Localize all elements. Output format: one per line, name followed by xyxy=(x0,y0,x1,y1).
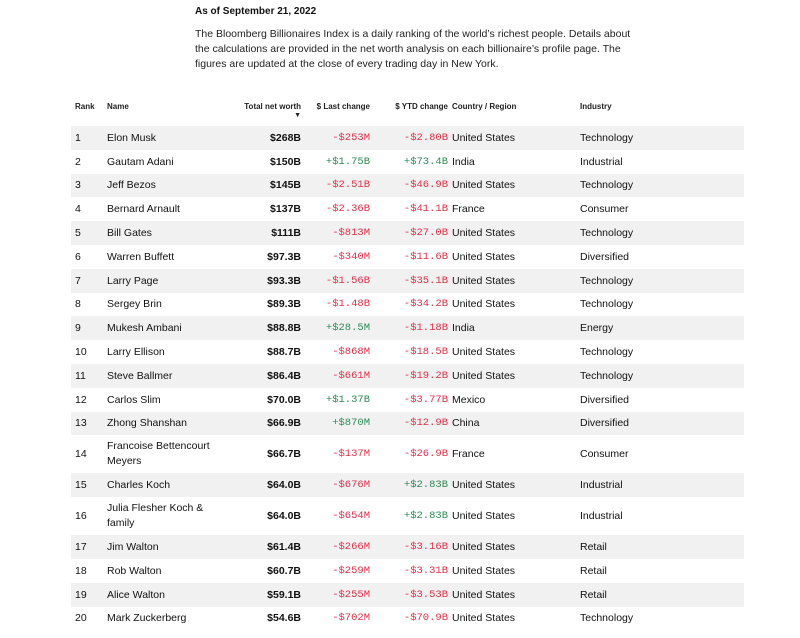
net-worth-cell: $145B xyxy=(230,174,305,198)
table-row[interactable] xyxy=(71,340,744,364)
country-cell: United States xyxy=(452,298,516,311)
table-row[interactable] xyxy=(71,126,744,150)
industry-cell: Technology xyxy=(580,364,744,388)
table-row[interactable] xyxy=(71,607,744,631)
country-cell: France xyxy=(452,448,485,461)
industry-cell: Consumer xyxy=(580,203,629,216)
rank-cell: 10 xyxy=(75,346,87,359)
ytd-change-cell: -$3.53B xyxy=(374,583,452,607)
rank-cell: 16 xyxy=(75,510,87,523)
industry-cell: Industrial xyxy=(580,155,623,168)
net-worth-cell: $60.7B xyxy=(267,564,301,577)
country-cell: France xyxy=(452,203,485,216)
ytd-change-cell: -$1.18B xyxy=(374,316,452,340)
table-row[interactable] xyxy=(71,316,744,340)
ytd-change-cell: -$12.9B xyxy=(374,412,452,436)
index-description: The Bloomberg Billionaires Index is a daily ranking of the world’s richest people. Details about the calculations are provided in the net worth analysis on each billionaire’s profile page. The figures are updated at the close of every trading day in New York. xyxy=(195,28,631,70)
column-header-net-worth[interactable] xyxy=(230,102,305,126)
name-cell[interactable]: Sergey Brin xyxy=(107,298,162,311)
table-row[interactable] xyxy=(71,174,744,198)
industry-cell: Diversified xyxy=(580,412,744,436)
industry-cell: Retail xyxy=(580,564,607,577)
country-cell: India xyxy=(452,316,580,340)
net-worth-cell: $70.0B xyxy=(267,393,301,406)
ytd-change-cell: +$2.83B xyxy=(403,510,448,523)
rank-cell: 8 xyxy=(75,298,81,311)
net-worth-cell: $268B xyxy=(230,126,305,150)
name-cell[interactable]: Steve Ballmer xyxy=(107,364,230,388)
table-row[interactable] xyxy=(71,364,744,388)
name-cell[interactable]: Larry Ellison xyxy=(107,346,165,359)
net-worth-cell: $61.4B xyxy=(230,535,305,559)
industry-cell: Industrial xyxy=(580,473,744,497)
last-change-cell: -$253M xyxy=(305,126,374,150)
column-header-last-change[interactable]: $ Last change xyxy=(316,102,370,111)
last-change-cell: +$870M xyxy=(305,412,374,436)
industry-cell: Technology xyxy=(580,174,744,198)
industry-cell: Technology xyxy=(580,126,744,150)
page-header xyxy=(195,0,635,72)
rank-cell: 17 xyxy=(71,535,107,559)
ytd-change-cell: -$70.9B xyxy=(403,612,448,625)
net-worth-cell: $66.9B xyxy=(230,412,305,436)
last-change-cell: -$868M xyxy=(332,346,370,359)
net-worth-cell: $66.7B xyxy=(267,448,301,461)
net-worth-cell: $111B xyxy=(230,221,305,245)
ytd-change-cell: -$18.5B xyxy=(403,346,448,359)
rank-cell: 1 xyxy=(71,126,107,150)
ytd-change-cell: -$34.2B xyxy=(403,298,448,311)
name-cell[interactable]: Julia Flesher Koch & family xyxy=(107,502,204,530)
country-cell: United States xyxy=(452,269,580,293)
name-cell[interactable]: Jim Walton xyxy=(107,535,230,559)
net-worth-cell: $89.3B xyxy=(267,298,301,311)
column-header-net-worth-label: Total net worth xyxy=(244,102,301,111)
last-change-cell: -$676M xyxy=(305,473,374,497)
table-row[interactable] xyxy=(71,559,744,583)
industry-cell: Industrial xyxy=(580,510,623,523)
ytd-change-cell: +$73.4B xyxy=(403,155,448,168)
last-change-cell: -$137M xyxy=(332,448,370,461)
name-cell[interactable]: Alice Walton xyxy=(107,583,230,607)
column-header-industry[interactable]: Industry xyxy=(580,102,612,111)
country-cell: United States xyxy=(452,346,516,359)
net-worth-cell: $150B xyxy=(270,155,301,168)
ytd-change-cell: -$35.1B xyxy=(374,269,452,293)
name-cell[interactable]: Bernard Arnault xyxy=(107,203,180,216)
net-worth-cell: $54.6B xyxy=(267,612,301,625)
rank-cell: 19 xyxy=(71,583,107,607)
ytd-change-cell: +$2.83B xyxy=(374,473,452,497)
ytd-change-cell: -$41.1B xyxy=(403,203,448,216)
rank-cell: 18 xyxy=(75,564,87,577)
industry-cell: Retail xyxy=(580,535,744,559)
table-row[interactable] xyxy=(71,583,744,607)
country-cell: United States xyxy=(452,583,580,607)
name-cell[interactable]: Larry Page xyxy=(107,269,230,293)
table-row[interactable] xyxy=(71,150,744,174)
country-cell: China xyxy=(452,412,580,436)
name-cell[interactable]: Mark Zuckerberg xyxy=(107,612,187,625)
country-cell: United States xyxy=(452,535,580,559)
last-change-cell: -$266M xyxy=(305,535,374,559)
net-worth-cell: $88.7B xyxy=(267,346,301,359)
rank-cell: 12 xyxy=(75,393,87,406)
net-worth-cell: $86.4B xyxy=(230,364,305,388)
rank-cell: 3 xyxy=(71,174,107,198)
ytd-change-cell: -$26.9B xyxy=(403,448,448,461)
ytd-change-cell: -$2.80B xyxy=(374,126,452,150)
name-cell[interactable]: Carlos Slim xyxy=(107,393,161,406)
column-header-ytd-change[interactable]: $ YTD change xyxy=(395,102,448,111)
industry-cell: Diversified xyxy=(580,393,630,406)
last-change-cell: +$1.37B xyxy=(325,393,370,406)
name-cell[interactable]: Charles Koch xyxy=(107,473,230,497)
net-worth-cell: $88.8B xyxy=(230,316,305,340)
net-worth-cell: $59.1B xyxy=(230,583,305,607)
name-cell[interactable]: Bill Gates xyxy=(107,221,230,245)
table-row[interactable] xyxy=(71,473,744,497)
country-cell: United States xyxy=(452,473,580,497)
last-change-cell: -$702M xyxy=(332,612,370,625)
last-change-cell: -$1.48B xyxy=(325,298,370,311)
country-cell: India xyxy=(452,155,475,168)
ytd-change-cell: -$3.77B xyxy=(403,393,448,406)
industry-cell: Retail xyxy=(580,583,744,607)
country-cell: United States xyxy=(452,174,580,198)
last-change-cell: -$259M xyxy=(332,564,370,577)
net-worth-cell: $93.3B xyxy=(230,269,305,293)
rank-cell: 9 xyxy=(71,316,107,340)
table-row[interactable] xyxy=(71,435,744,473)
last-change-cell: -$813M xyxy=(305,221,374,245)
country-cell: United States xyxy=(452,221,580,245)
last-change-cell: -$255M xyxy=(305,583,374,607)
country-cell: United States xyxy=(452,126,580,150)
country-cell: United States xyxy=(452,250,516,263)
last-change-cell: -$654M xyxy=(332,510,370,523)
name-cell[interactable]: Gautam Adani xyxy=(107,155,174,168)
ytd-change-cell: -$46.9B xyxy=(374,174,452,198)
name-cell[interactable]: Zhong Shanshan xyxy=(107,412,230,436)
ytd-change-cell: -$19.2B xyxy=(374,364,452,388)
table-row[interactable] xyxy=(71,535,744,559)
name-cell[interactable]: Elon Musk xyxy=(107,126,230,150)
rank-cell: 7 xyxy=(71,269,107,293)
billionaires-table xyxy=(71,102,744,630)
table-row[interactable] xyxy=(71,497,744,535)
industry-cell: Technology xyxy=(580,221,744,245)
net-worth-cell: $64.0B xyxy=(267,510,301,523)
last-change-cell: -$1.56B xyxy=(305,269,374,293)
country-cell: Mexico xyxy=(452,393,486,406)
ytd-change-cell: -$3.31B xyxy=(403,564,448,577)
table-row[interactable] xyxy=(71,197,744,221)
name-cell[interactable]: Mukesh Ambani xyxy=(107,316,230,340)
rank-cell: 20 xyxy=(75,612,87,625)
last-change-cell: -$2.36B xyxy=(325,203,370,216)
table-row[interactable] xyxy=(71,245,744,269)
ytd-change-cell: -$11.6B xyxy=(403,250,448,263)
rank-cell: 14 xyxy=(75,448,87,461)
rank-cell: 11 xyxy=(71,364,107,388)
rank-cell: 13 xyxy=(71,412,107,436)
rank-cell: 6 xyxy=(75,250,81,263)
rank-cell: 5 xyxy=(71,221,107,245)
industry-cell: Consumer xyxy=(580,448,629,461)
last-change-cell: +$28.5M xyxy=(305,316,374,340)
industry-cell: Diversified xyxy=(580,250,630,263)
last-change-cell: -$661M xyxy=(305,364,374,388)
industry-cell: Technology xyxy=(580,269,744,293)
name-cell[interactable]: Francoise Bettencourt Meyers xyxy=(107,440,210,468)
table-header-row xyxy=(71,102,744,126)
name-cell[interactable]: Jeff Bezos xyxy=(107,174,230,198)
country-cell: United States xyxy=(452,364,580,388)
industry-cell: Technology xyxy=(580,346,634,359)
rank-cell: 4 xyxy=(75,203,81,216)
column-header-country[interactable]: Country / Region xyxy=(452,102,517,111)
name-cell[interactable]: Rob Walton xyxy=(107,564,162,577)
country-cell: United States xyxy=(452,510,516,523)
net-worth-cell: $137B xyxy=(270,203,301,216)
rank-cell: 2 xyxy=(75,155,81,168)
sort-desc-arrow-icon: ▼ xyxy=(294,112,301,119)
last-change-cell: +$1.75B xyxy=(325,155,370,168)
rank-cell: 15 xyxy=(71,473,107,497)
ytd-change-cell: -$3.16B xyxy=(374,535,452,559)
as-of-date: As of September 21, 2022 xyxy=(195,6,317,17)
net-worth-cell: $97.3B xyxy=(267,250,301,263)
country-cell: United States xyxy=(452,612,516,625)
table-row[interactable] xyxy=(71,269,744,293)
industry-cell: Technology xyxy=(580,298,634,311)
last-change-cell: -$340M xyxy=(332,250,370,263)
ytd-change-cell: -$27.0B xyxy=(374,221,452,245)
table-row[interactable] xyxy=(71,293,744,317)
table-row[interactable] xyxy=(71,388,744,412)
table-row[interactable] xyxy=(71,412,744,436)
table-row[interactable] xyxy=(71,221,744,245)
country-cell: United States xyxy=(452,564,516,577)
industry-cell: Technology xyxy=(580,612,634,625)
name-cell[interactable]: Warren Buffett xyxy=(107,250,175,263)
last-change-cell: -$2.51B xyxy=(305,174,374,198)
column-header-rank[interactable]: Rank xyxy=(75,102,95,111)
net-worth-cell: $64.0B xyxy=(230,473,305,497)
industry-cell: Energy xyxy=(580,316,744,340)
column-header-name[interactable]: Name xyxy=(107,102,129,111)
